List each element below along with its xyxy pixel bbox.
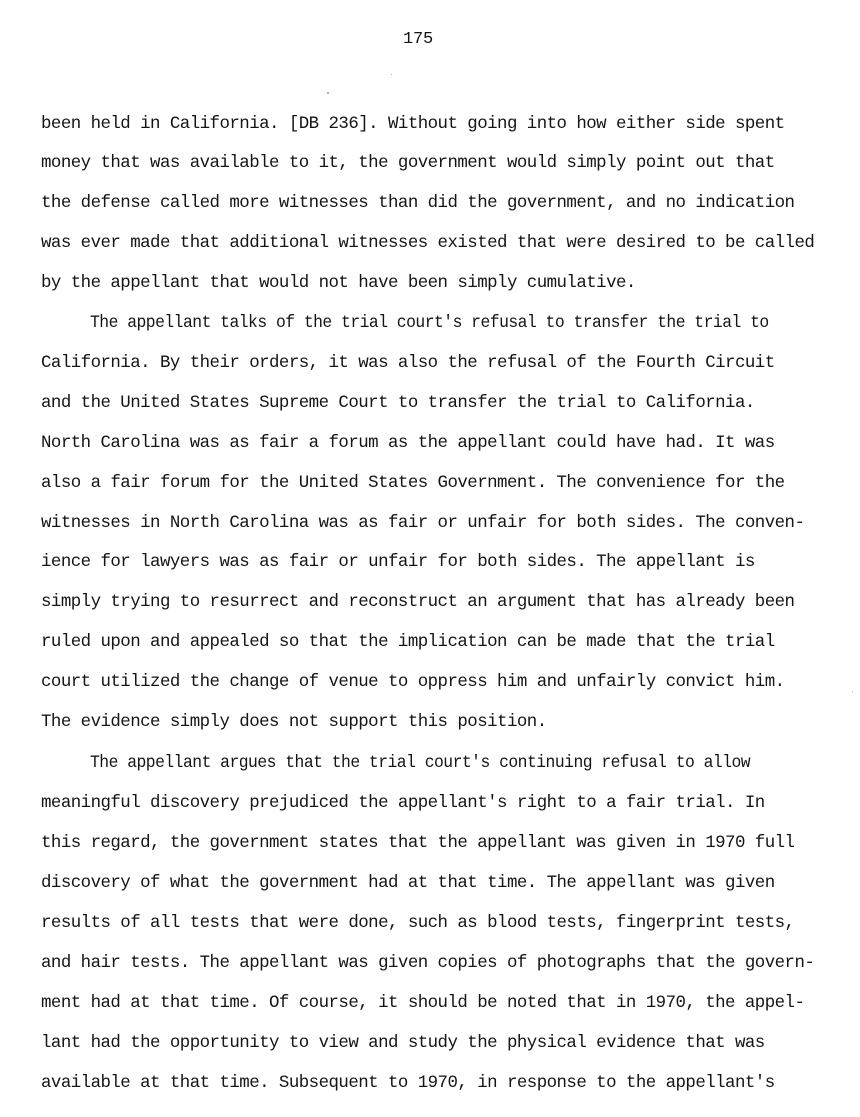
text-line: ience for lawyers was as fair or unfair for both sides. The appellant is bbox=[41, 552, 755, 572]
text-line: meaningful discovery prejudiced the appellant's right to a fair trial. In bbox=[41, 793, 765, 813]
text-line: was ever made that additional witnesses existed that were desired to be called bbox=[41, 233, 815, 253]
text-line: ment had at that time. Of course, it should be noted that in 1970, the appel- bbox=[41, 993, 805, 1013]
text-line: by the appellant that would not have been simply cumulative. bbox=[41, 273, 636, 293]
text-line: ruled upon and appealed so that the implication can be made that the trial bbox=[41, 632, 775, 652]
scan-speck bbox=[327, 92, 329, 94]
scan-speck bbox=[391, 74, 392, 75]
text-line: discovery of what the government had at that time. The appellant was given bbox=[41, 873, 775, 893]
text-line: The evidence simply does not support this position. bbox=[41, 712, 547, 732]
page-number: 175 bbox=[402, 30, 433, 49]
text-line: and hair tests. The appellant was given copies of photographs that the govern- bbox=[41, 953, 815, 973]
text-line: the defense called more witnesses than did the government, and no indication bbox=[41, 193, 795, 213]
text-line: and the United States Supreme Court to transfer the trial to California. bbox=[41, 393, 755, 413]
text-line: simply trying to resurrect and reconstruct an argument that has already been bbox=[41, 592, 795, 612]
text-line: witnesses in North Carolina was as fair or unfair for both sides. The conven- bbox=[41, 513, 805, 533]
scan-speck bbox=[852, 691, 853, 692]
text-line: been held in California. [DB 236]. Without going into how either side spent bbox=[41, 114, 785, 134]
text-line: The appellant argues that the trial court's continuing refusal to allow bbox=[90, 753, 751, 773]
text-line: money that was available to it, the government would simply point out that bbox=[41, 153, 775, 173]
text-line: also a fair forum for the United States Government. The convenience for the bbox=[41, 473, 785, 493]
text-line: North Carolina was as fair a forum as the appellant could have had. It was bbox=[41, 433, 775, 453]
text-line: California. By their orders, it was also the refusal of the Fourth Circuit bbox=[41, 353, 775, 373]
text-line: this regard, the government states that the appellant was given in 1970 full bbox=[41, 833, 795, 853]
text-line: court utilized the change of venue to oppress him and unfairly convict him. bbox=[41, 672, 785, 692]
text-line: results of all tests that were done, such as blood tests, fingerprint tests, bbox=[41, 913, 795, 933]
text-line: available at that time. Subsequent to 1970, in response to the appellant's bbox=[41, 1073, 775, 1093]
text-line: lant had the opportunity to view and study the physical evidence that was bbox=[41, 1033, 765, 1053]
text-line: The appellant talks of the trial court's refusal to transfer the trial to bbox=[90, 313, 769, 333]
